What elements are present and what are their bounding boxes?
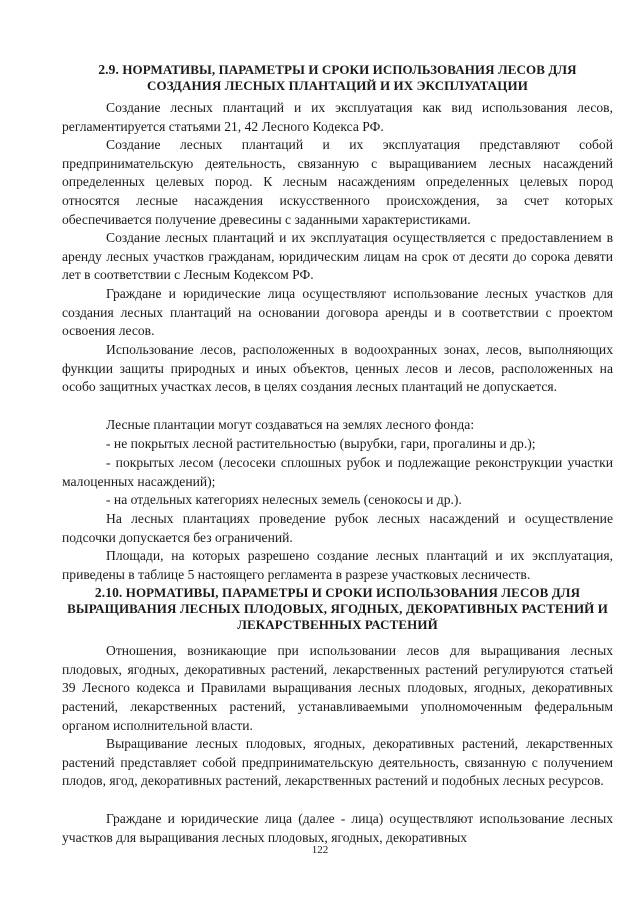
paragraph: На лесных плантациях проведение рубок лесных насаждений и осуществление подсочки допускается без ограничений.: [62, 511, 613, 545]
paragraph: Граждане и юридические лица осуществляют использование лесных участков для создания лесных плантаций на основании договора аренды и в соответствии с проектом освоения лесов.: [62, 286, 613, 339]
paragraph: Отношения, возникающие при использовании лесов для выращивания лесных плодовых, ягодных, декоративных растений, лекарственных растений регулируются статьей 39 Лесного кодекса и Правилами выращивания лесных плодовых, ягодных, декоративных растений, лекарственных растений, устанавливаемыми уполномоченным федеральным органом исполнительной власти.: [62, 643, 613, 733]
section-number: 2.9.: [98, 62, 119, 77]
paragraph: Граждане и юридические лица (далее - лица) осуществляют использование лесных участков для выращивания лесных плодовых, ягодных, декоративных: [62, 811, 613, 845]
list-item: - на отдельных категориях нелесных земель (сенокосы и др.).: [106, 492, 462, 507]
section-heading-2-9: [60, 62, 615, 94]
paragraph: Создание лесных плантаций и их эксплуатация представляют собой предпринимательскую деятельность, связанную с выращиванием лесных насаждений определенных целевых пород. К лесным насаждениям определенных целевых пород относятся лесные насаждения искусственного происхождения, за счет которых обеспечивается получение древесины с заданными характеристиками.: [62, 137, 613, 227]
section-heading-2-10: [60, 585, 615, 633]
paragraph: Создание лесных плантаций и их эксплуатация как вид использования лесов, регламентируется статьями 21, 42 Лесного Кодекса РФ.: [62, 100, 613, 134]
page-number: 122: [311, 844, 329, 856]
list-item: - покрытых лесом (лесосеки сплошных рубок и подлежащие реконструкции участки малоценных насаждений);: [62, 455, 613, 489]
section-title: НОРМАТИВЫ, ПАРАМЕТРЫ И СРОКИ ИСПОЛЬЗОВАНИЯ ЛЕСОВ ДЛЯ ВЫРАЩИВАНИЯ ЛЕСНЫХ ПЛОДОВЫХ, ЯГОДНЫХ, ДЕКОРАТИВНЫХ РАСТЕНИЙ И ЛЕКАРСТВЕННЫХ РАСТЕНИЙ: [67, 585, 608, 632]
paragraph: Создание лесных плантаций и их эксплуатация осуществляется с предоставлением в аренду лесных участков гражданам, юридическим лицам на срок от десяти до сорока девяти лет в соответствии с Лесным Кодексом РФ.: [62, 230, 613, 283]
section-number: 2.10.: [94, 585, 123, 600]
list-item: - не покрытых лесной растительностью (вырубки, гари, прогалины и др.);: [106, 436, 536, 451]
paragraph: Выращивание лесных плодовых, ягодных, декоративных растений, лекарственных растений представляет собой предпринимательскую деятельность, связанную с получением плодов, ягод, декоративных растений, лекарственных растений и подобных лесных ресурсов.: [62, 736, 613, 789]
paragraph: Лесные плантации могут создаваться на землях лесного фонда:: [106, 417, 475, 432]
section-title: НОРМАТИВЫ, ПАРАМЕТРЫ И СРОКИ ИСПОЛЬЗОВАНИЯ ЛЕСОВ ДЛЯ СОЗДАНИЯ ЛЕСНЫХ ПЛАНТАЦИЙ И ИХ ЭКСПЛУАТАЦИИ: [122, 62, 577, 93]
paragraph: Использование лесов, расположенных в водоохранных зонах, лесов, выполняющих функции защиты природных и иных объектов, ценных лесов и лесов, расположенных на особо защитных участках лесов, в целях создания лесных плантаций не допускается.: [62, 342, 613, 395]
paragraph: Площади, на которых разрешено создание лесных плантаций и их эксплуатация, приведены в таблице 5 настоящего регламента в разрезе участковых лесничеств.: [62, 548, 613, 582]
